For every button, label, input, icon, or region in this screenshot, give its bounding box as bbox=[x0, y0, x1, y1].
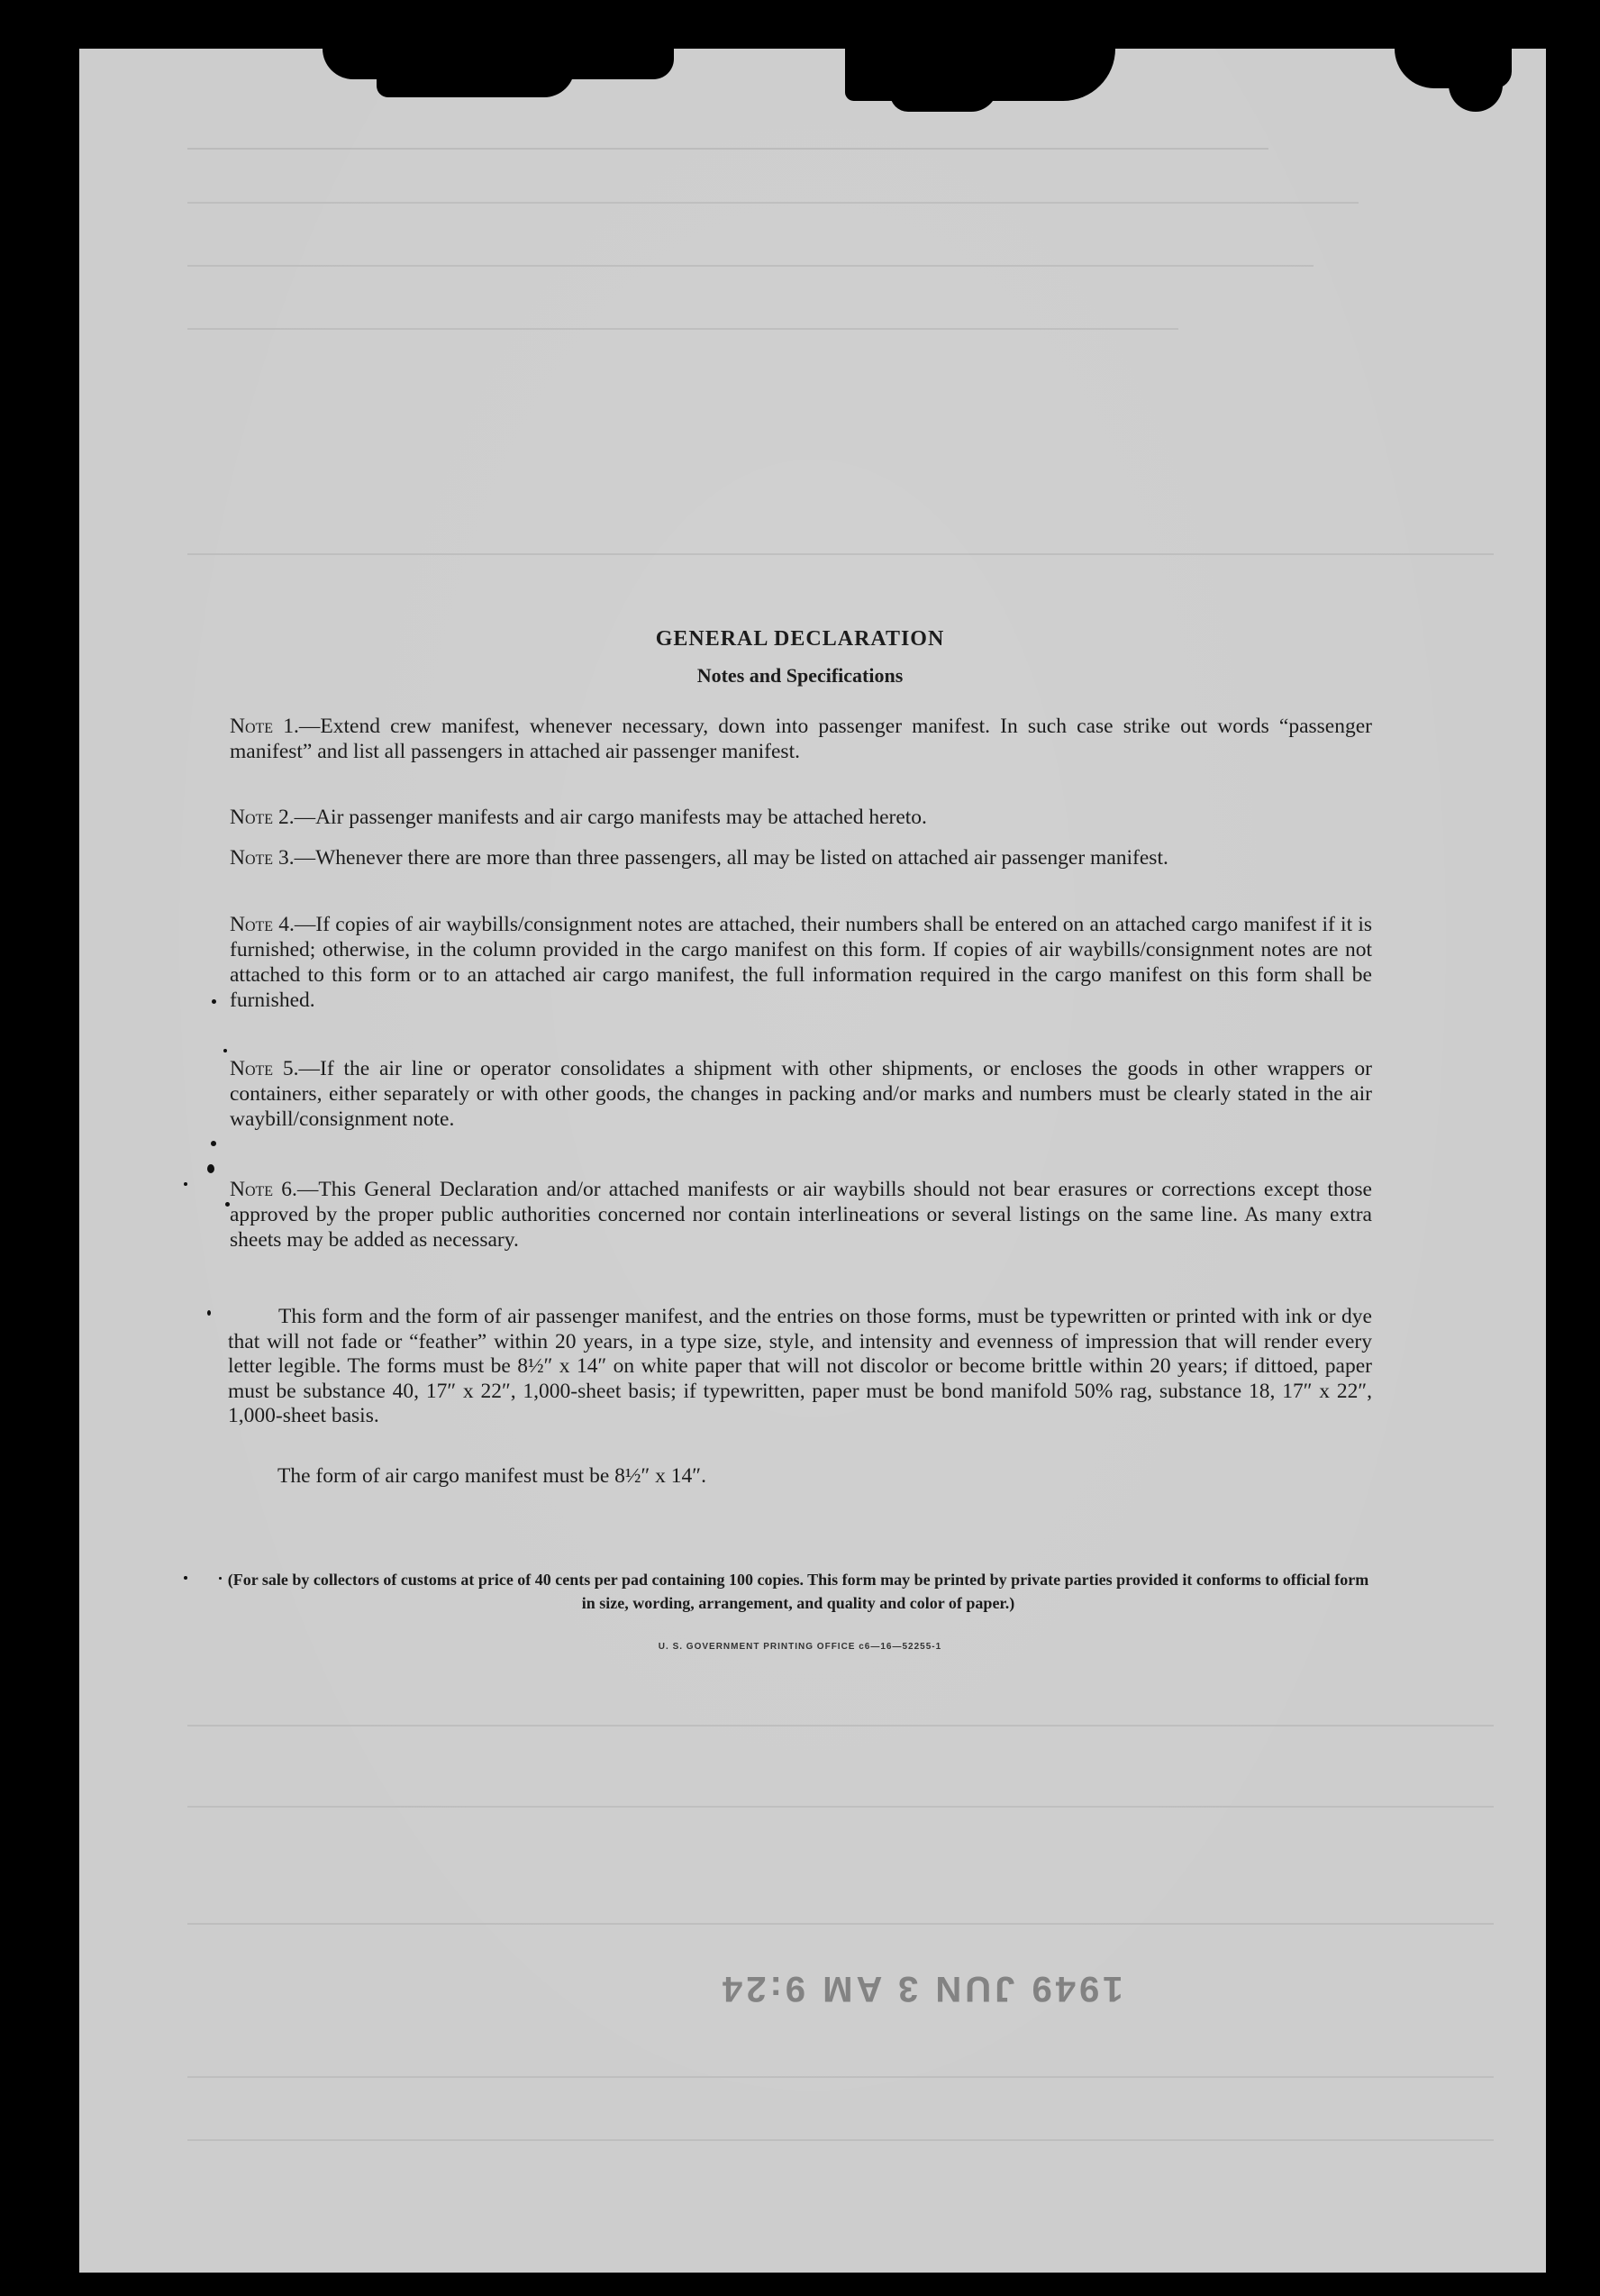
page-title: GENERAL DECLARATION bbox=[655, 627, 945, 651]
note-text: —If copies of air waybills/consignment notes are attached, their numbers shall be entered on an attached cargo manifest if it is furnished; otherwise, in the column provided in the cargo manifest on this form. If copies of air waybills/consignment notes are not attached to this form or to an attached air cargo manifest, the full information required in the cargo manifest on this form shall be furnished. bbox=[230, 913, 1372, 1012]
page-subtitle: Notes and Specifications bbox=[696, 664, 904, 687]
scanned-page bbox=[79, 49, 1546, 2273]
sale-notice: (For sale by collectors of customs at price of 40 cents per pad containing 100 copies. This form may be printed by private parties provided it conforms to official form in size, wording, arrangement, and quality and color of paper.) bbox=[227, 1571, 1369, 1612]
torn-edge bbox=[890, 85, 998, 112]
bleed-through-line bbox=[187, 328, 1178, 330]
ink-speck bbox=[211, 1141, 216, 1146]
note-label: Note 2. bbox=[230, 806, 295, 829]
received-date-stamp: 1949 JUN 3 AM 9:24 bbox=[719, 1969, 1123, 2009]
note-6 bbox=[230, 1177, 1372, 1253]
note-text: —If the air line or operator consolidates a shipment with other shipments, or encloses the goods in other wrappers or containers, either separately or with other goods, the changes in packing and/or marks and numbers must be clearly stated in the air waybill/consignment note. bbox=[230, 1057, 1372, 1131]
ink-speck bbox=[207, 1310, 211, 1316]
note-2 bbox=[230, 805, 1372, 830]
bleed-through-line bbox=[187, 1806, 1494, 1808]
note-5 bbox=[230, 1056, 1372, 1132]
form-specification-paragraph bbox=[228, 1305, 1372, 1429]
note-label: Note 5. bbox=[230, 1057, 299, 1080]
ink-speck bbox=[223, 1049, 227, 1052]
note-text: —Extend crew manifest, whenever necessary, down into passenger manifest. In such case strike out words “passenger manifest” and list all passengers in attached air passenger manifest. bbox=[230, 715, 1372, 763]
note-text: —This General Declaration and/or attached manifests or air waybills should not bear erasures or corrections except those approved by the proper public authorities concerned nor contain interlineations or several listings on the same line. As many extra sheets may be added as necessary. bbox=[230, 1178, 1372, 1252]
torn-edge bbox=[1449, 76, 1503, 112]
note-label: Note 3. bbox=[230, 846, 295, 870]
note-4 bbox=[230, 912, 1372, 1013]
ink-speck bbox=[184, 1576, 187, 1580]
bleed-through-line bbox=[187, 1725, 1494, 1727]
note-text: —Whenever there are more than three passengers, all may be listed on attached air passenger manifest. bbox=[294, 846, 1168, 870]
printer-imprint: U. S. GOVERNMENT PRINTING OFFICE c6—16—52255-1 bbox=[658, 1642, 942, 1652]
ink-speck bbox=[207, 1164, 214, 1173]
bleed-through-line bbox=[187, 202, 1359, 204]
bleed-through-line bbox=[187, 553, 1494, 555]
ink-speck bbox=[212, 999, 216, 1004]
note-text: —Air passenger manifests and air cargo manifests may be attached hereto. bbox=[294, 806, 927, 829]
note-label: Note 1. bbox=[230, 715, 299, 738]
ink-speck bbox=[219, 1577, 222, 1580]
cargo-manifest-size: The form of air cargo manifest must be 8½″ x 14″. bbox=[277, 1464, 706, 1488]
bleed-through-line bbox=[187, 2076, 1494, 2078]
note-3 bbox=[230, 845, 1372, 870]
note-1 bbox=[230, 714, 1372, 764]
note-label: Note 4. bbox=[230, 913, 295, 936]
bleed-through-line bbox=[187, 148, 1268, 150]
ink-speck bbox=[184, 1182, 187, 1186]
paragraph-text: This form and the form of air passenger manifest, and the entries on those forms, must be typewritten or printed with ink or dye that will not fade or “feather” within 20 years, in a type size, style, and intensity and evenness of impression that will render every letter legible. The forms must be 8½″ x 14″ on white paper that will not discolor or become brittle within 20 years; if dittoed, paper must be substance 40, 17″ x 22″, 1,000-sheet basis; if typewritten, paper must be bond manifold 50% rag, substance 18, 17″ x 22″, 1,000-sheet basis. bbox=[228, 1305, 1372, 1427]
note-label: Note 6. bbox=[230, 1178, 297, 1201]
bleed-through-line bbox=[187, 265, 1314, 267]
bleed-through-line bbox=[187, 1923, 1494, 1925]
torn-edge bbox=[377, 67, 575, 97]
bleed-through-line bbox=[187, 2139, 1494, 2141]
